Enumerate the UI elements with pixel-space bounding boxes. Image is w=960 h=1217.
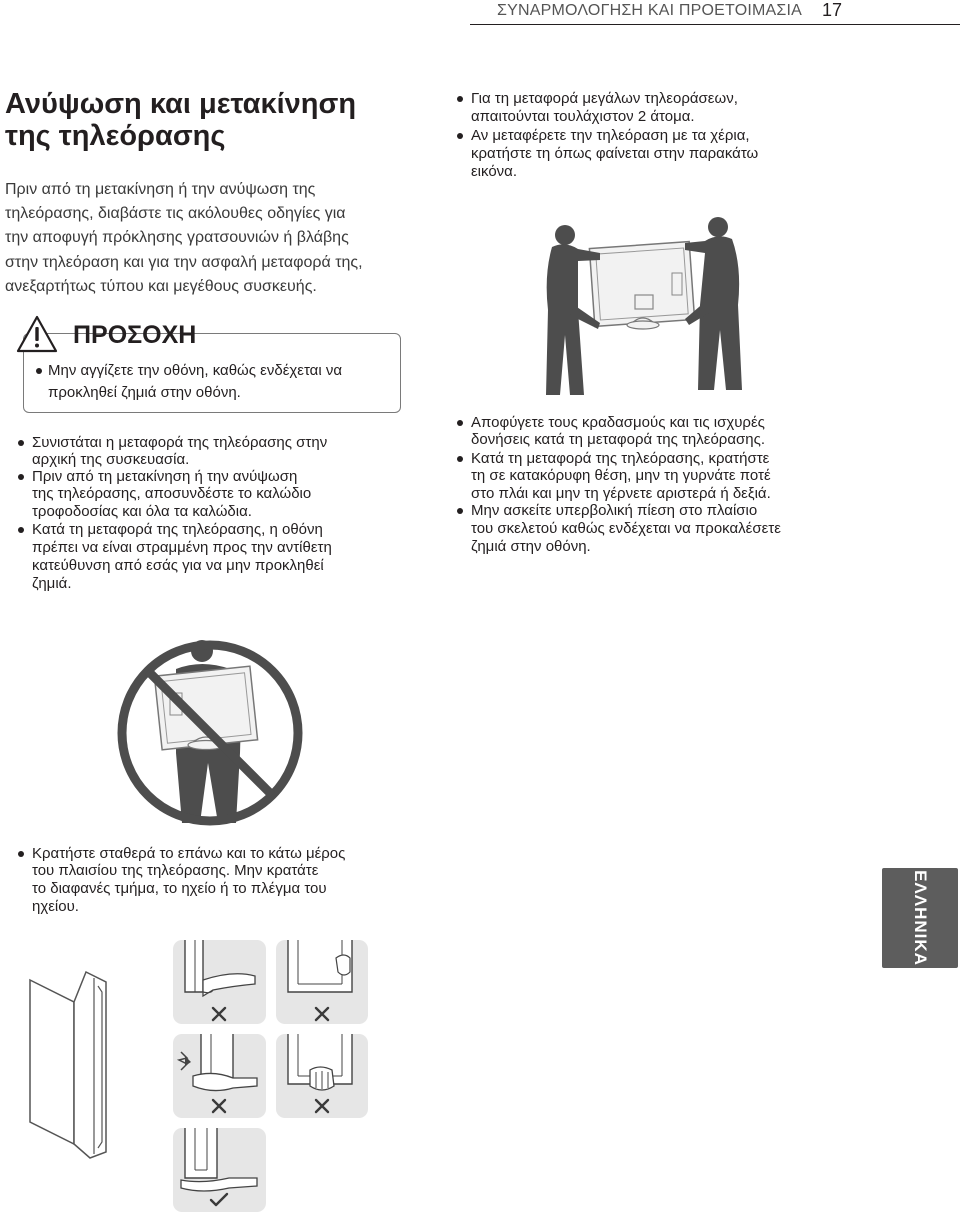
bullet-dot: [18, 851, 24, 857]
list-item-line: Αν μεταφέρετε την τηλεόραση με τα χέρια,: [471, 127, 750, 144]
intro-paragraph: [5, 178, 425, 299]
list-item-line: κρατήστε τη όπως φαίνεται στην παρακάτω: [471, 145, 759, 162]
intro-line: στην τηλεόραση και για την ασφαλή μεταφορά της,: [5, 253, 363, 271]
page-title-line: της τηλεόρασης: [5, 120, 226, 152]
list-item-line: αρχική της συσκευασία.: [32, 451, 190, 468]
grip-panel-wrong: [276, 940, 368, 1024]
grip-panel-wrong: [276, 1034, 368, 1118]
two-people-carrying-tv-illustration: [540, 205, 750, 400]
list-item-line: του πλαισίου της τηλεόρασης. Μην κρατάτε: [32, 862, 319, 879]
bullet-dot: [36, 368, 42, 374]
list-item-line: κατεύθυνση από εσάς για να μην προκληθεί: [32, 557, 324, 574]
list-item-line: δονήσεις κατά τη μεταφορά της τηλεόρασης.: [471, 431, 766, 448]
list-item-line: ηχείου.: [32, 898, 79, 915]
language-side-tab: [882, 868, 958, 968]
check-icon: [209, 1192, 229, 1208]
bullet-dot: [457, 508, 463, 514]
list-item-line: Συνιστάται η μεταφορά της τηλεόρασης στην: [32, 434, 328, 451]
page-title-line: Ανύψωση και μετακίνηση: [5, 88, 357, 120]
caution-heading: [15, 314, 197, 354]
caution-item-line: προκληθεί ζημιά στην οθόνη.: [48, 384, 241, 401]
list-item-line: Αποφύγετε τους κραδασμούς και τις ισχυρές: [471, 414, 765, 431]
tv-back-view: [589, 242, 694, 329]
list-item-line: Για τη μεταφορά μεγάλων τηλεοράσεων,: [471, 90, 738, 107]
list-item-line: Κατά τη μεταφορά της τηλεόρασης, η οθόνη: [32, 521, 323, 538]
page-number: 17: [821, 0, 842, 20]
list-item-line: ζημιά στην οθόνη.: [471, 538, 591, 555]
list-item-line: Κρατήστε σταθερά το επάνω και το κάτω μέρος: [32, 845, 346, 862]
caution-item-line: Μην αγγίζετε την οθόνη, καθώς ενδέχεται να: [48, 362, 343, 379]
caution-label: ΠΡΟΣΟΧΗ: [73, 321, 197, 349]
bullet-dot: [457, 456, 463, 462]
page-header: [470, 0, 960, 25]
grip-panel-wrong: [173, 940, 266, 1024]
list-item-line: εικόνα.: [471, 163, 518, 180]
bullet-dot: [457, 96, 463, 102]
list-item-line: Κατά τη μεταφορά της τηλεόρασης, κρατήστε: [471, 450, 770, 467]
list-item-line: του σκελετού καθώς ενδέχεται να προκαλέσετε: [471, 520, 781, 537]
list-item-line: τη σε κατακόρυφη θέση, μην τη γυρνάτε ποτέ: [471, 467, 771, 484]
bullet-dot: [457, 420, 463, 426]
section-title: ΣΥΝΑΡΜΟΛΟΓΗΣΗ ΚΑΙ ΠΡΟΕΤΟΙΜΑΣΙΑ: [497, 2, 802, 19]
grip-panel-wrong: [173, 1034, 266, 1118]
bullet-dot: [457, 133, 463, 139]
language-label: ΕΛΛΗΝΙΚΑ: [911, 870, 930, 966]
tv-back-view: [154, 666, 257, 750]
prohibited-carry-illustration: [110, 633, 320, 828]
bullet-dot: [18, 440, 24, 446]
cross-icon: [314, 1098, 330, 1114]
list-item-line: Μην ασκείτε υπερβολική πίεση στο πλαίσιο: [471, 502, 758, 519]
list-item-line: στο πλάι και μην τη γέρνετε αριστερά ή δεξιά.: [471, 485, 771, 502]
list-item-line: πρέπει να είναι στραμμένη προς την αντίθετη: [32, 539, 332, 556]
intro-line: Πριν από τη μετακίνηση ή την ανύψωση της: [5, 181, 316, 198]
list-item-line: της τηλεόρασης, αποσυνδέστε το καλώδιο: [32, 485, 312, 502]
warning-icon: [15, 314, 59, 354]
list-item-line: Πριν από τη μετακίνηση ή την ανύψωση: [32, 468, 298, 485]
cross-icon: [211, 1006, 227, 1022]
list-item-line: το διαφανές τμήμα, το ηχείο ή το πλέγμα του: [32, 880, 327, 897]
grip-panel-correct: [173, 1128, 266, 1212]
list-item-line: απαιτούνται τουλάχιστον 2 άτομα.: [471, 108, 695, 125]
bullet-dot: [18, 474, 24, 480]
page-title: [5, 88, 425, 152]
intro-line: την αποφυγή πρόκλησης γρατσουνιών ή βλάβης: [5, 229, 349, 247]
list-item-line: ζημιά.: [32, 575, 72, 592]
cross-icon: [211, 1098, 227, 1114]
tv-side-profile-illustration: [28, 962, 118, 1162]
intro-line: ανεξαρτήτως τύπου και μεγέθους συσκευής.: [5, 277, 317, 295]
intro-line: τηλεόρασης, διαβάστε τις ακόλουθες οδηγίες για: [5, 205, 346, 223]
list-item-line: τροφοδοσίας και όλα τα καλώδια.: [32, 503, 252, 520]
bullet-dot: [18, 527, 24, 533]
cross-icon: [314, 1006, 330, 1022]
